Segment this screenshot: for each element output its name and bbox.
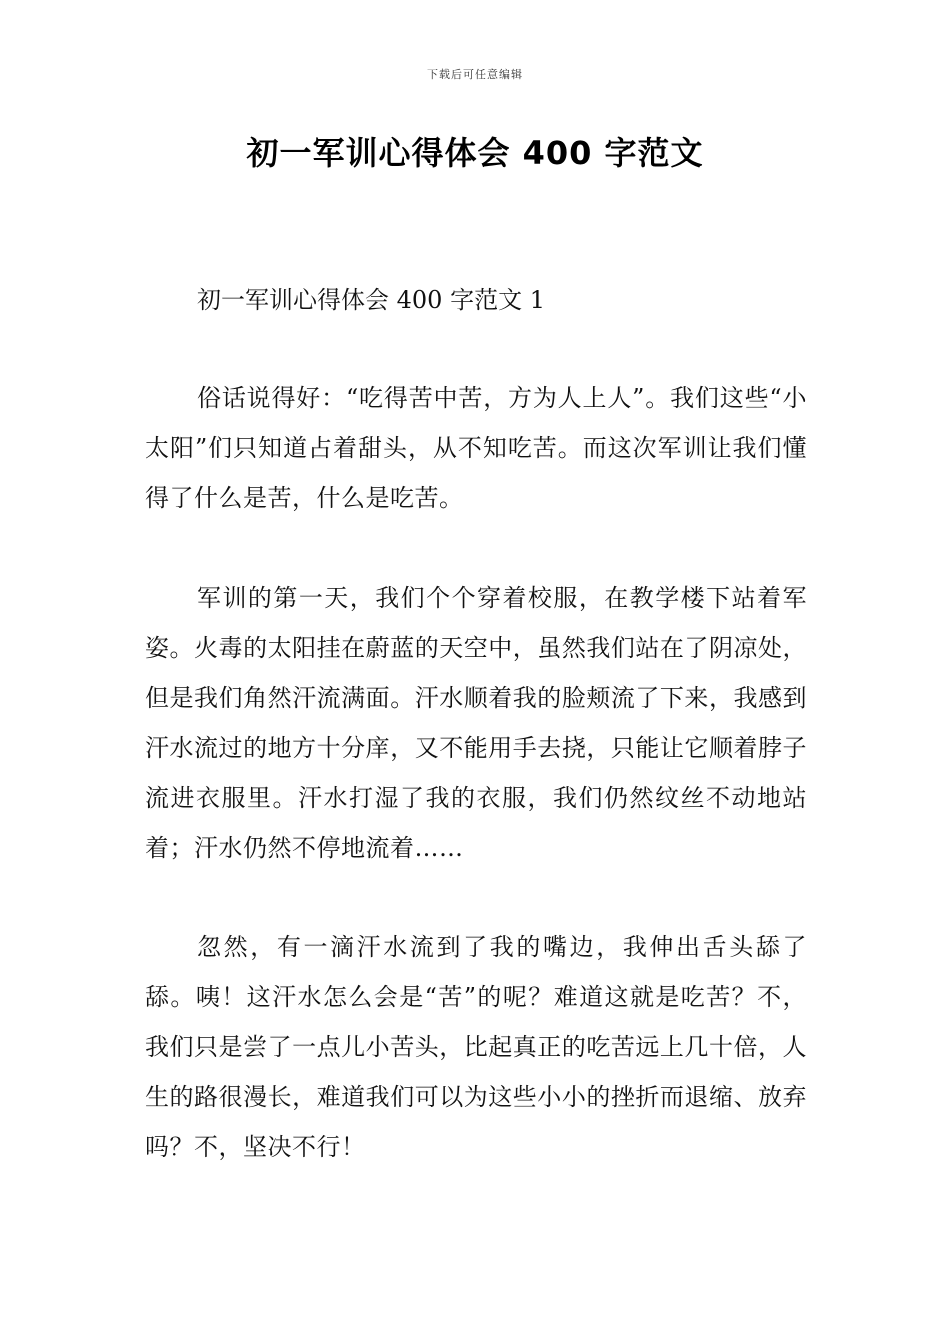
document-title: 初一军训心得体会 400 字范文 bbox=[246, 134, 704, 172]
header-note: 下载后可任意编辑 bbox=[427, 68, 523, 81]
paragraph-2: 军训的第一天，我们个个穿着校服，在教学楼下站着军姿。火毒的太阳挂在蔚蓝的天空中，虽然我们站在了阴凉处，但是我们角然汗流满面。汗水顺着我的脸颊流了下来，我感到汗水流过的地方十分庠，又不能用手去挠，只能让它顺着脖子流进衣服里。汗水打湿了我的衣服，我们仍然纹丝不动地站着；汗水仍然不停地流着…… bbox=[145, 584, 807, 862]
paragraph-3: 忽然，有一滴汗水流到了我的嘴边，我伸出舌头舔了舔。咦！这汗水怎么会是“苦”的呢？难道这就是吃苦？不，我们只是尝了一点儿小苦头，比起真正的吃苦远上几十倍，人生的路很漫长，难道我们可以为这些小小的挫折而退缩、放弃吗？不，坚决不行！ bbox=[145, 933, 807, 1161]
section-subtitle: 初一军训心得体会 400 字范文 1 bbox=[197, 286, 545, 314]
paragraph-1: 俗话说得好：“吃得苦中苦，方为人上人”。我们这些“小太阳”们只知道占着甜头，从不知吃苦。而这次军训让我们懂得了什么是苦，什么是吃苦。 bbox=[145, 384, 807, 512]
